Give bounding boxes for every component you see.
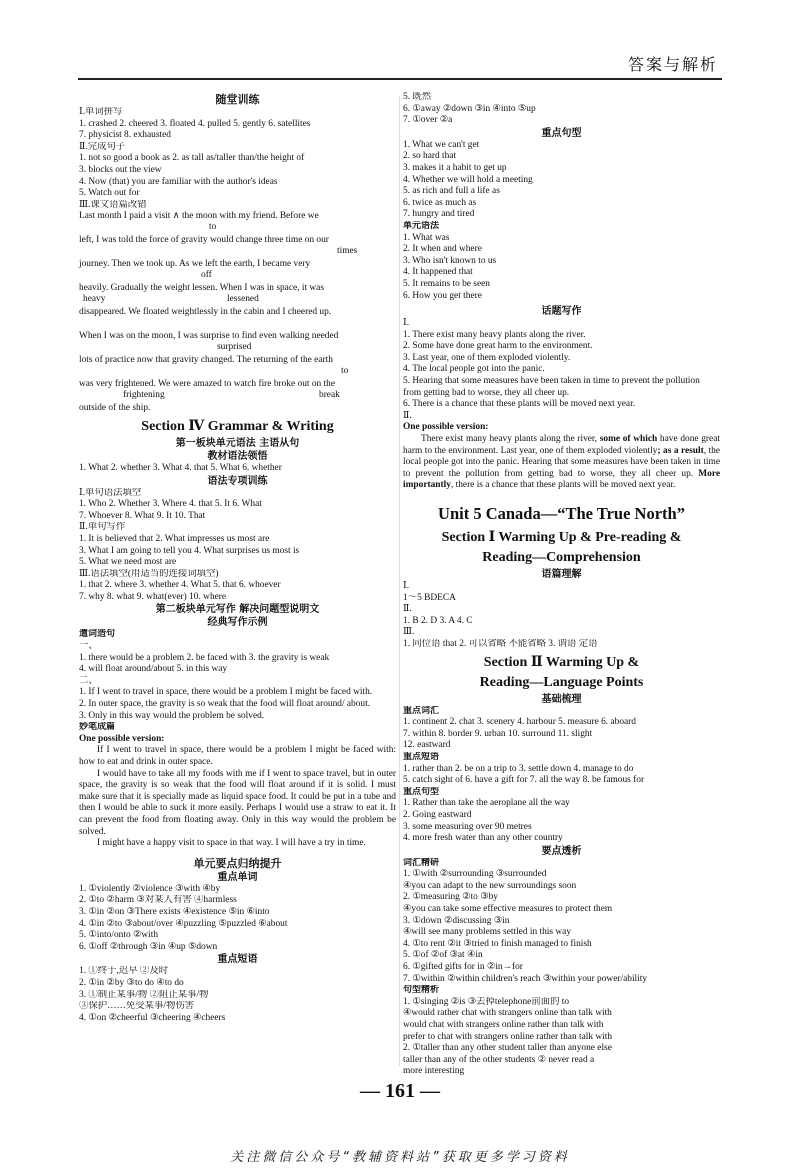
footer-note: 关注微信公众号“教辅资料站”获取更多学习资料 [230,1150,570,1165]
answer-line: 7. within 8. border 9. urban 10. surround 11. slight [403,728,593,739]
answer-list [79,580,396,603]
answer-line: 3. Last year, one of them exploded violently. [403,352,571,363]
section-title: Ⅱ.完成句子 [79,141,126,152]
section-heading: Section Ⅳ Grammar & Writing [141,418,334,434]
answer-line: I would have to take all my foods with me if I went to space travel, but in outer space, the gravity is so weak that the food will float around if it is solid. I must make sure that it is specially made as liquid space food. It could be put in a tube and then I would be able to suck it more easily. Perhaps I would use a straw to eat it. It can prevent the food from floating away. Only in this way would the problem be solved. [79,768,396,837]
answer-line: 3. ①in ②on ③There exists ④existence ⑤in ⑥into [79,906,270,917]
answer-line: 3. Who isn't known to us [403,255,497,266]
answer-list [403,581,720,651]
essay-text: , there is a chance that these plants will be moved next year. [450,480,676,491]
answer-line: 1. What 2. whether 3. What 4. that 5. What 6. whether [79,462,282,473]
answer-line: ④you can take some effective measures to protect them [403,904,613,915]
answer-line: prefer to chat with strangers online rather than talk with [403,1031,613,1042]
answer-list [403,798,720,844]
section-title: 单元语法 [403,220,440,231]
section-heading: Reading—Language Points [479,674,644,690]
answer-list [403,140,720,221]
answer-line: 1. ①终于,迟早 ②及时 [79,966,169,977]
correction: heavy [83,294,106,305]
answer-list [79,534,396,569]
correction: times [337,246,358,257]
answer-line: 2. Going eastward [403,809,472,820]
answer-line: 1. ①with ②surrounding ③surrounded [403,869,547,880]
answer-line: 3. some measuring over 90 metres [403,821,532,832]
sub-heading: 重点单词 [217,871,258,883]
header-rule [78,78,722,80]
passage-text: journey. Then we took up. As we left the earth, I became very [79,259,311,270]
answer-line: 5. ①of ②of ③at ④in [403,950,483,961]
answer-line: 1. Who 2. Whether 3. Where 4. that 5. It 6. What [79,499,262,510]
unit-title: Unit 5 Canada—“The True North” [438,504,685,523]
passage-text: When I was on the moon, I was surprise to find even walking needed [79,331,339,342]
essay-bold: some of which [599,434,658,445]
answer-line: 6. There is a chance that these plants will be moved next year. [403,399,636,410]
section-title: Ⅱ.单句写作 [79,522,126,533]
answer-list [79,499,396,522]
passage-line [79,283,396,307]
answer-line: 5. Hearing that some measures have been taken in time to prevent the pollution from getting bad to worse, they all cheer up. [403,376,700,398]
answer-list [79,153,396,199]
answer-list [79,653,396,676]
answer-line: 7. ①within ②within children's reach ③within your power/ability [403,973,648,984]
answer-line: Ⅲ. [403,627,415,638]
answer-line: 1. ①violently ②violence ③with ④by [79,883,221,894]
passage-text: was very frightened. We were amazed to watch fire broke out on the [79,379,335,390]
essay-text: , the local people got into the panic. Hearing that some measures have been taken in time to prevent the pollution from getting bad to worse, they all cheer up. [403,445,720,479]
answer-line: Ⅱ. [403,604,412,615]
part-label: Ⅱ. [403,410,412,421]
sub-heading: 经典写作示例 [207,617,268,629]
answer-line: 1. rather than 2. be on a trip to 3. settle down 4. manage to do [403,763,634,774]
answer-list [403,717,720,752]
passage-text: heavily. Gradually the weight lessen. When I was in space, it was [79,283,324,294]
answer-line: 5. Watch out for [79,188,140,199]
answer-line: ④you can adapt to the new surroundings soon [403,880,577,891]
part-label: Ⅰ. [403,318,410,329]
sub-heading: 基础梳理 [541,693,582,705]
answer-list [79,966,396,1024]
section-title: 重点词汇 [403,705,440,716]
answer-line: taller than any of the other students ② never read a [403,1054,595,1065]
correction: frightening [123,390,165,401]
page-header [0,0,800,84]
passage-line [79,355,396,379]
answer-line: 5. catch sight of 6. have a gift for 7. all the way 8. be famous for [403,775,645,786]
correction: surprised [217,342,252,353]
section-title: 重点句型 [403,786,440,797]
section-title: Ⅲ.语法填空(用适当的连接词填空) [79,568,219,579]
answer-list [403,330,720,411]
answer-line: 1. not so good a book as 2. as tall as/taller than/the height of [79,153,305,164]
passage-line [79,379,396,403]
correction-passage [79,211,396,403]
answer-list [403,997,720,1078]
answer-list [403,92,720,127]
answer-line: more interesting [403,1066,465,1077]
sample-essay [403,434,720,492]
section-title: Ⅰ.单句语法填空 [79,487,142,498]
sub-heading: 语法专项训练 [207,475,268,487]
part-label: 一、 [79,641,98,652]
answer-line: 5. ①into/onto ②with [79,930,159,941]
section-heading: Section Ⅱ Warming Up & [483,654,640,670]
answer-line: 4. ①to rent ②it ③tried to finish managed to finish [403,938,592,949]
answer-line: 2. ①measuring ②to ③by [403,892,498,903]
answer-line: I might have a happy visit to space in that way. I will have a try in time. [97,838,366,849]
answer-line: 6. twice as much as [403,197,477,208]
answer-line: 3. blocks out the view [79,164,162,175]
essay-text: have done great harm to the environment. Last year, one of them exploded violently [403,434,720,456]
answer-line: 5. 既然 [403,92,432,102]
essay-bold: ; as a result [657,445,704,456]
section-title: Ⅲ.课文语篇改错 [79,199,147,210]
correction: lessened [227,294,259,305]
answer-line: would chat with strangers online rather than talk with [403,1020,604,1030]
block-heading: 第一板块单元语法 主语从句 [175,437,300,449]
sub-heading: 语篇理解 [541,569,582,580]
passage-text: Last month I paid a visit ∧ the moon with my friend. Before we [79,211,319,222]
answer-line: 2. so hard that [403,151,457,162]
passage-text: lots of practice now that gravity changed. The returning of the earth [79,355,333,366]
answer-line: 2. It when and where [403,244,482,255]
passage-last-line: outside of the ship. [79,403,151,414]
answer-line: 1. 同位语 that 2. 可以省略 不能省略 3. 谓语 定语 [403,638,598,649]
sub-heading: 话题写作 [541,306,582,318]
correction: to [341,366,349,377]
answer-line: 1. B 2. D 3. A 4. C [403,615,473,626]
answer-line: 2. ①taller than any other student taller than anyone else [403,1043,612,1054]
sub-heading: 要点透析 [541,845,582,857]
answer-line: 6. ①away ②down ③in ④into ⑤up [403,103,536,114]
answer-line: 1. There exist many heavy plants along the river. [403,329,586,340]
section-heading: Reading—Comprehension [482,550,641,565]
answer-line: 7. physicist 8. exhausted [79,130,171,141]
answer-line: 4. more fresh water than any other country [403,833,563,844]
answer-line: ④would rather chat with strangers online than talk with [403,1008,612,1019]
answer-line: 4. Whether we will hold a meeting [403,174,533,185]
answer-line: 4. will float around/about 5. in this way [79,664,228,675]
answer-list [79,119,396,142]
section-title: 重点短语 [403,751,440,762]
correction: to [209,222,217,233]
answer-list [79,687,396,722]
answer-line: ④will see many problems settled in this way [403,927,572,938]
answer-line: 6. ①gifted gifts for in ②in→for [403,962,523,973]
answer-line: 7. Whoever 8. What 9. It 10. That [79,510,206,521]
passage-line [79,259,396,283]
sub-heading: 教材语法领悟 [207,450,268,462]
section-title: 句型精析 [403,985,440,996]
answer-line: 1. If I went to travel in space, there would be a problem I might be faced with. [79,687,373,698]
passage-text: disappeared. We floated weightlessly in the cabin and I cheered up. [79,307,332,318]
column-divider [399,96,400,1066]
passage-line [79,235,396,259]
sub-heading: 重点短语 [217,954,258,966]
answer-list [403,764,720,787]
left-column [79,92,396,1024]
answer-line: 7. ①over ②a [403,115,453,126]
unit-summary-heading: 单元要点归纳提升 [193,856,282,870]
essay-text: There exist many heavy plants along the river, [421,434,600,445]
answer-line: 4. It happened that [403,267,473,278]
sample-essay [79,745,396,849]
header-title: 答案与解析 [627,55,718,74]
answer-line: 2. ①in ②by ③to do ④to do [79,977,184,988]
answer-line: 1. What we can't get [403,139,480,150]
section-title: 妙笔成篇 [79,722,116,733]
answer-line: 12. eastward [403,740,451,751]
answer-line: 7. why 8. what 9. what(ever) 10. where [79,591,227,602]
answer-line: 1. continent 2. chat 3. scenery 4. harbour 5. measure 6. aboard [403,717,636,728]
part-label: 二、 [79,675,98,686]
answer-line: If I went to travel in space, there would be a problem I might be faced with: how to eat and drink in outer space. [79,745,396,767]
answer-line: 1. It is believed that 2. What impresses us most are [79,533,270,544]
section-title: Ⅰ.单词拼写 [79,107,123,117]
block-heading: 第二板块单元写作 解决问题型说明文 [155,604,320,616]
answer-list [79,884,396,954]
answer-line: ③保护……免受某事/物伤害 [79,1001,195,1012]
section-heading: Section Ⅰ Warming Up & Pre-reading & [441,530,682,545]
section-title: 遣词造句 [79,629,116,640]
answer-line: 2. Some have done great harm to the environment. [403,341,593,352]
answer-line: 3. What I am going to tell you 4. What surprises us most is [79,545,300,556]
answer-line: Ⅰ. [403,581,410,591]
section-title: 词汇精研 [403,857,440,868]
correction: break [319,390,340,401]
answer-list [403,869,720,985]
answer-line: 3. ①制止某事/物 ②阻止某事/物 [79,989,209,1000]
answer-line: 5. as rich and full a life as [403,186,500,197]
answer-list [403,233,720,303]
answer-line: 3. makes it a habit to get up [403,162,507,173]
answer-line: 4. ①in ②to ③about/over ④puzzling ⑤puzzled ⑥about [79,918,288,929]
sub-heading: 重点句型 [541,127,582,139]
passage-line [79,211,396,235]
right-column [403,92,720,1078]
answer-line: 6. How you get there [403,290,482,301]
correction: off [201,270,212,281]
answer-line: 5. It remains to be seen [403,278,490,289]
answer-line: 5. What we need most are [79,557,177,568]
answer-line: 4. Now (that) you are familiar with the author's ideas [79,176,278,187]
essay-bold: More importantly [403,468,720,491]
passage-line [79,307,396,331]
answer-line: 6. ①off ②through ③in ④up ⑤down [79,941,218,952]
answer-line: 1～5 BDECA [403,592,456,603]
version-label: One possible version: [79,733,165,744]
answer-line: 1. there would be a problem 2. be faced with 3. the gravity is weak [79,652,330,663]
heading-suitang: 随堂训练 [215,93,260,106]
answer-line: 1. ①singing ②is ③去掉telephone前面的 to [403,996,570,1007]
answer-line: 1. crashed 2. cheered 3. floated 4. pulled 5. gently 6. satellites [79,118,311,129]
answer-line: 3. Only in this way would the problem be solved. [79,710,265,721]
answer-line: 1. that 2. where 3. whether 4. What 5. that 6. whoever [79,580,281,591]
passage-text: left, I was told the force of gravity would change three time on our [79,235,329,246]
answer-line: 4. The local people got into the panic. [403,364,545,375]
page-number: — 161 — [360,1080,440,1102]
answer-line: 3. ①down ②discussing ③in [403,915,510,926]
answer-line: 1. Rather than take the aeroplane all the way [403,798,570,809]
answer-line: 2. ①to ②harm ③对某人有害 ④harmless [79,895,237,906]
answer-line: 1. What was [403,232,450,243]
answer-line: 4. ①on ②cheerful ③cheering ④cheers [79,1012,226,1023]
answer-line: 7. hungry and tired [403,209,475,220]
passage-line [79,331,396,355]
version-label: One possible version: [403,422,489,433]
answer-line: 2. In outer space, the gravity is so weak that the food will float around/ about. [79,699,371,710]
